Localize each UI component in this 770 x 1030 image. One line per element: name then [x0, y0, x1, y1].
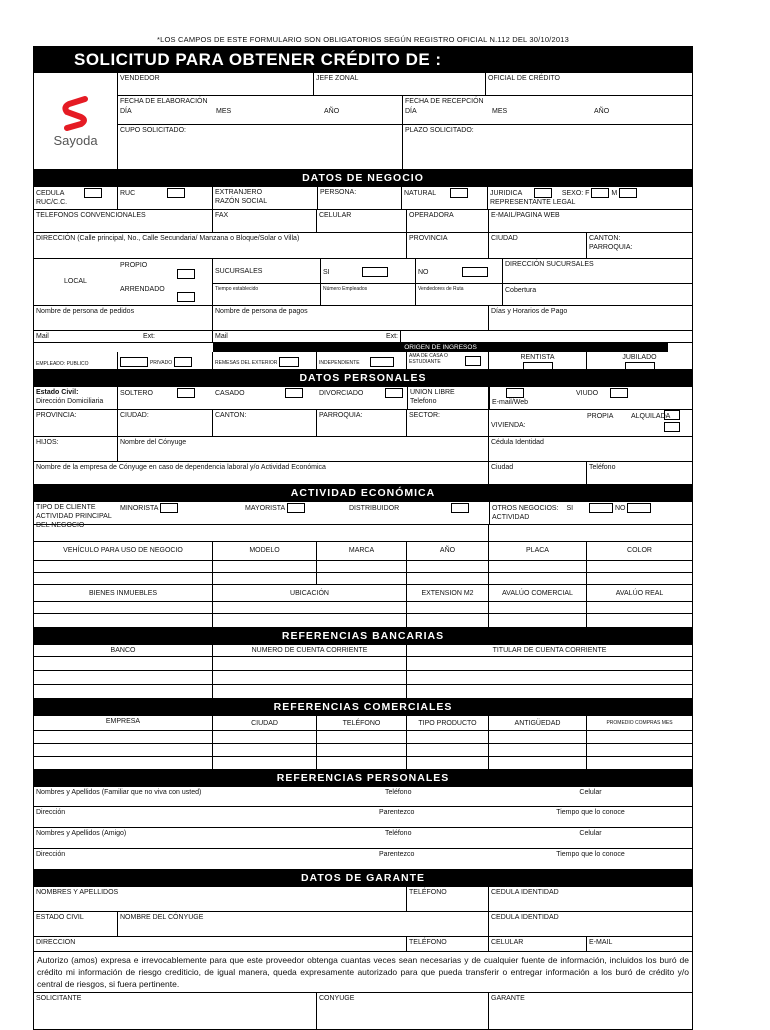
- amigo-telefono-field[interactable]: Teléfono: [385, 830, 412, 837]
- ubicacion-row: [34, 410, 692, 437]
- privado-label: PRIVADO: [149, 359, 173, 366]
- garante-telefono2-field[interactable]: TELÉFONO: [407, 937, 489, 951]
- tiempo-establecido-field[interactable]: Tiempo establecido: [213, 284, 321, 305]
- rentista-label: RENTISTA: [520, 354, 555, 361]
- ciudad-com-header: CIUDAD: [213, 716, 317, 730]
- privado-checkbox[interactable]: [174, 357, 192, 367]
- tipo-cliente-row: [34, 502, 692, 529]
- sucursales-no-label: NO: [418, 268, 429, 276]
- firma-solicitante-field[interactable]: SOLICITANTE: [34, 993, 317, 1029]
- publico-checkbox[interactable]: [120, 357, 148, 367]
- union-libre-label: UNION LIBRE: [410, 389, 455, 396]
- header-block: [34, 73, 692, 170]
- rentista-checkbox[interactable]: [523, 362, 553, 372]
- propio-checkbox[interactable]: [177, 269, 195, 279]
- sucursales-si-checkbox[interactable]: [362, 267, 388, 277]
- operadora-field[interactable]: OPERADORA: [407, 210, 489, 232]
- otros-si-checkbox[interactable]: [589, 503, 613, 513]
- casado-label: CASADO: [215, 389, 245, 397]
- garante-direccion-field[interactable]: DIRECCION: [34, 937, 407, 951]
- ubicacion-header: UBICACIÓN: [213, 585, 407, 601]
- otros-no-label: NO: [615, 504, 626, 512]
- independiente-checkbox[interactable]: [370, 357, 394, 367]
- garante-nombres-row: [34, 887, 692, 912]
- email-web-field[interactable]: E-MAIL/PAGINA WEB: [491, 212, 560, 219]
- sucursales-no-checkbox[interactable]: [462, 267, 488, 277]
- mail-row: [34, 331, 692, 343]
- cobertura-field[interactable]: Cobertura: [505, 287, 537, 294]
- familiar-field[interactable]: Nombres y Apellidos (Familiar que no viva con usted): [36, 789, 202, 796]
- casado-checkbox[interactable]: [285, 388, 303, 398]
- amigo-direccion-row: [34, 849, 692, 870]
- ciudad-field[interactable]: CIUDAD: [489, 233, 587, 258]
- garante-telefono-field[interactable]: TELÉFONO: [407, 887, 489, 911]
- amigo-field[interactable]: Nombres y Apellidos (Amigo): [36, 830, 127, 837]
- titular-header: TITULAR DE CUENTA CORRIENTE: [492, 647, 607, 654]
- juridica-label: JURIDICA: [490, 189, 522, 197]
- placa-header: PLACA: [489, 542, 587, 560]
- amigo-celular-field[interactable]: Celular: [579, 830, 602, 837]
- distribuidor-checkbox[interactable]: [451, 503, 469, 513]
- persona-label: PERSONA:: [320, 189, 357, 196]
- mail-pagos-label: Mail: [215, 333, 228, 340]
- amigo-row: [34, 828, 692, 849]
- section-referencias-comerciales: REFERENCIAS COMERCIALES: [34, 699, 692, 716]
- sucursales-label: SUCURSALES: [213, 259, 321, 283]
- bancarias-row[interactable]: [34, 685, 692, 699]
- garante-cedula-conyuge-field[interactable]: CEDULA IDENTIDAD: [491, 914, 559, 921]
- empleado-publico-label: EMPLEADO: PUBLICO: [34, 352, 118, 369]
- celular-field[interactable]: CELULAR: [317, 210, 407, 232]
- canton-label: CANTON:: [589, 235, 621, 242]
- ciudad-personal-field[interactable]: CIUDAD:: [118, 410, 213, 436]
- bienes-row[interactable]: [34, 614, 692, 628]
- cedula-label: CEDULA: [36, 189, 65, 197]
- comerciales-row[interactable]: [34, 731, 692, 744]
- familiar-telefono-field[interactable]: Teléfono: [385, 789, 412, 796]
- provincia-field[interactable]: PROVINCIA: [407, 233, 489, 258]
- ciudad-conyuge-field[interactable]: Ciudad: [489, 462, 587, 484]
- banco-header: BANCO: [34, 645, 213, 656]
- amigo-tiempo-field[interactable]: Tiempo que lo conoce: [556, 851, 625, 858]
- telefono-conyuge-field[interactable]: Teléfono: [589, 464, 616, 471]
- cuenta-header: NUMERO DE CUENTA CORRIENTE: [213, 645, 407, 656]
- rec-anio-field[interactable]: AÑO: [594, 108, 610, 115]
- parroquia-personal-field[interactable]: PARROQUIA:: [317, 410, 407, 436]
- ama-casa-label: AMA DE CASA O ESTUDIANTE: [409, 353, 448, 365]
- jefe-zonal-field[interactable]: JEFE ZONAL: [314, 73, 486, 95]
- bancarias-row[interactable]: [34, 671, 692, 685]
- actividad-label: ACTIVIDAD: [492, 514, 530, 521]
- elab-mes-field[interactable]: MES: [216, 108, 232, 115]
- union-libre-checkbox[interactable]: [506, 388, 524, 398]
- empresa-conyuge-row: [34, 462, 692, 485]
- origen-ingresos-label: ORIGEN DE INGRESOS: [213, 343, 668, 352]
- actividad-principal-label: ACTIVIDAD PRINCIPAL DEL NEGOCIO: [36, 513, 112, 529]
- conyuge-field[interactable]: Nombre del Cónyuge: [118, 437, 489, 461]
- vehiculo-header: VEHÍCULO PARA USO DE NEGOCIO: [34, 542, 213, 560]
- empresa-conyuge-field[interactable]: Nombre de la empresa de Cónyuge en caso de dependencia laboral y/o Actividad Económica: [34, 462, 489, 484]
- origen-row: [34, 352, 692, 370]
- divorciado-label: DIVORCIADO: [319, 389, 364, 397]
- section-referencias-personales: REFERENCIAS PERSONALES: [34, 770, 692, 787]
- bancarias-header-row: [34, 645, 692, 657]
- telefono-com-header: TELÉFONO: [317, 716, 407, 730]
- actividad-fill-row: [34, 525, 692, 542]
- elab-anio-field[interactable]: AÑO: [324, 108, 340, 115]
- amigo-direccion-field[interactable]: Dirección: [36, 851, 66, 858]
- anio-header: AÑO: [407, 542, 489, 560]
- sexo-label: SEXO: F: [561, 189, 590, 197]
- vehiculo-row[interactable]: [34, 573, 692, 585]
- natural-checkbox[interactable]: [450, 188, 468, 198]
- autorizacion-row: [34, 952, 692, 993]
- familiar-row: [34, 787, 692, 807]
- remesas-label: REMESAS DEL EXTERIOR: [215, 359, 278, 366]
- otros-negocios-label: OTROS NEGOCIOS:: [492, 504, 559, 512]
- elab-dia-field[interactable]: DÍA: [120, 108, 132, 115]
- jubilado-label: JUBILADO: [622, 354, 657, 361]
- canton-personal-field[interactable]: CANTON:: [213, 410, 317, 436]
- remesas-checkbox[interactable]: [279, 357, 299, 367]
- otros-no-checkbox[interactable]: [627, 503, 651, 513]
- extension-header: EXTENSION M2: [407, 585, 489, 601]
- bienes-row[interactable]: [34, 602, 692, 614]
- natural-label: NATURAL: [404, 189, 436, 197]
- cupo-field[interactable]: CUPO SOLICITADO:: [118, 125, 403, 169]
- section-datos-negocio: DATOS DE NEGOCIO: [34, 170, 692, 187]
- soltero-checkbox[interactable]: [177, 388, 195, 398]
- provincia-personal-field[interactable]: PROVINCIA:: [34, 410, 118, 436]
- propia-label: PROPIA: [587, 413, 614, 420]
- bienes-header-row: [34, 585, 692, 602]
- mail-pedidos-label: Mail: [36, 333, 49, 340]
- arrendado-label: ARRENDADO: [120, 286, 165, 293]
- rec-dia-field[interactable]: DÍA: [405, 108, 417, 115]
- promedio-compras-header: PROMEDIO COMPRAS MES: [606, 720, 673, 726]
- avaluo-comercial-header: AVALÚO COMERCIAL: [489, 585, 587, 601]
- comerciales-header-row: [34, 716, 692, 731]
- domicilio-label: Dirección Domiciliaria: [36, 398, 104, 405]
- estado-civil-label: Estado Civil:: [36, 389, 79, 396]
- credit-application-form: [33, 46, 693, 1030]
- juridica-checkbox[interactable]: [534, 188, 552, 198]
- garante-direccion-row: [34, 937, 692, 952]
- soltero-label: SOLTERO: [120, 389, 153, 397]
- actividad-principal-field[interactable]: [34, 525, 489, 541]
- empresa-header: EMPRESA: [34, 716, 213, 730]
- logo: [34, 73, 118, 169]
- modelo-header: MODELO: [213, 542, 317, 560]
- contactos-row: [34, 306, 692, 331]
- parroquia-label: PARROQUIA:: [589, 244, 633, 251]
- garante-estado-field[interactable]: ESTADO CIVIL: [34, 912, 118, 936]
- color-header: COLOR: [627, 547, 652, 554]
- sexo-m-label: M: [611, 189, 618, 197]
- direccion-row: [34, 233, 692, 259]
- propia-checkbox[interactable]: [664, 410, 680, 420]
- rec-mes-field[interactable]: MES: [492, 108, 508, 115]
- sexo-f-checkbox[interactable]: [591, 188, 609, 198]
- telefonos-row: [34, 210, 692, 233]
- ext-pagos-label: Ext:: [385, 333, 398, 340]
- garante-celular-field[interactable]: CELULAR: [489, 937, 587, 951]
- dir-sucursales-field[interactable]: DIRECCIÓN SUCURSALES: [505, 261, 594, 268]
- autorizacion-text: Autorizo (amos) expresa e irrevocablemente para que este proveedor obtenga cuantas veces sean necesarias y de cualquier fuente de información, incluidos los buró de crédito mi información de riesgo crediticio, de igual manera, queda expresamente autorizado para que pueda transferir o entregar información a los buró de crédito y/o central de riesgos, si fuera pertinente.: [37, 955, 689, 989]
- persona-pagos-field[interactable]: Nombre de persona de pagos: [213, 306, 489, 330]
- fax-field[interactable]: FAX: [213, 210, 317, 232]
- marca-header: MARCA: [317, 542, 407, 560]
- propio-label: PROPIO: [120, 262, 148, 269]
- numero-empleados-field[interactable]: Número Empleados: [321, 284, 416, 305]
- independiente-label: INDEPENDIENTE: [319, 359, 360, 366]
- distribuidor-label: DISTRIBUIDOR: [349, 504, 400, 512]
- bancarias-row[interactable]: [34, 657, 692, 671]
- viudo-label: VIUDO: [575, 389, 599, 397]
- telefonos-field[interactable]: TELEFONOS CONVENCIONALES: [34, 210, 213, 232]
- garante-cedula-field[interactable]: CEDULA IDENTIDAD: [491, 889, 559, 896]
- sayoda-s-logo-icon: [61, 95, 91, 131]
- garante-nombres-field[interactable]: NOMBRES Y APELLIDOS: [34, 887, 407, 911]
- email-personal-label: E-mail/Web: [492, 399, 529, 406]
- vendedor-field[interactable]: VENDEDOR: [118, 73, 314, 95]
- garante-conyuge-field[interactable]: NOMBRE DEL CÓNYUGE: [118, 912, 489, 936]
- telefono-personal-label: Telefono: [410, 398, 437, 405]
- bienes-header: BIENES INMUEBLES: [34, 585, 213, 601]
- firma-conyuge-field[interactable]: CONYUGE: [317, 993, 489, 1029]
- logo-text: Sayoda: [53, 132, 98, 148]
- antiguedad-header: ANTIGÜEDAD: [489, 716, 587, 730]
- actividad-field[interactable]: [489, 525, 692, 541]
- arrendado-checkbox[interactable]: [177, 292, 195, 302]
- tipo-producto-header: TIPO PRODUCTO: [407, 716, 489, 730]
- estado-civil-row: [34, 387, 692, 410]
- divorciado-checkbox[interactable]: [385, 388, 403, 398]
- viudo-checkbox[interactable]: [610, 388, 628, 398]
- comerciales-row[interactable]: [34, 757, 692, 770]
- local-label: LOCAL: [64, 278, 87, 285]
- vehiculo-row[interactable]: [34, 561, 692, 573]
- extranjero-label: EXTRANJERO: [215, 189, 263, 196]
- comerciales-row[interactable]: [34, 744, 692, 757]
- jubilado-checkbox[interactable]: [625, 362, 655, 372]
- hijos-field[interactable]: HIJOS:: [34, 437, 118, 461]
- vendedores-ruta-field[interactable]: Vendedores de Ruta: [416, 284, 503, 305]
- section-referencias-bancarias: REFERENCIAS BANCARIAS: [34, 628, 692, 645]
- tipo-cliente-label: TIPO DE CLIENTE: [36, 504, 96, 511]
- fecha-recepcion-label: FECHA DE RECEPCIÓN: [405, 98, 484, 105]
- section-datos-personales: DATOS PERSONALES: [34, 370, 692, 387]
- minorista-checkbox[interactable]: [160, 503, 178, 513]
- familiar-celular-field[interactable]: Celular: [579, 789, 602, 796]
- mayorista-label: MAYORISTA: [245, 504, 285, 512]
- garante-email-field[interactable]: E-MAIL: [589, 939, 613, 946]
- ruc-checkbox[interactable]: [167, 188, 185, 198]
- razon-social-label: RAZÓN SOCIAL: [215, 198, 268, 205]
- firma-garante-field[interactable]: GARANTE: [491, 995, 525, 1002]
- cedula-identidad-field[interactable]: Cédula Identidad: [491, 439, 544, 446]
- form-title: SOLICITUD PARA OBTENER CRÉDITO DE :: [34, 47, 692, 73]
- legal-notice: *LOS CAMPOS DE ESTE FORMULARIO SON OBLIGATORIOS SEGÚN REGISTRO OFICIAL N.112 DEL 30/10/2013: [157, 35, 569, 44]
- rucc-label: RUC/C.C.: [36, 199, 68, 206]
- familiar-tiempo-field[interactable]: Tiempo que lo conoce: [556, 809, 625, 816]
- garante-estado-row: [34, 912, 692, 937]
- ruc-label: RUC: [120, 189, 136, 197]
- familiar-direccion-field[interactable]: Dirección: [36, 809, 66, 816]
- amigo-parentezco-field[interactable]: Parentezco: [379, 851, 415, 858]
- identificacion-row: [34, 187, 692, 210]
- hijos-row: [34, 437, 692, 462]
- local-row: [34, 259, 692, 306]
- section-datos-garante: DATOS DE GARANTE: [34, 870, 692, 887]
- cedula-checkbox[interactable]: [84, 188, 102, 198]
- horarios-pago-field[interactable]: Días y Horarios de Pago: [491, 308, 568, 315]
- sexo-m-checkbox[interactable]: [619, 188, 637, 198]
- fecha-elaboracion-label: FECHA DE ELABORACIÓN: [120, 98, 208, 105]
- representante-label: REPRESENTANTE LEGAL: [490, 199, 576, 206]
- vivienda-label: VIVIENDA:: [491, 422, 526, 429]
- section-actividad-economica: ACTIVIDAD ECONÓMICA: [34, 485, 692, 502]
- oficial-credito-field[interactable]: OFICIAL DE CRÉDITO: [488, 75, 560, 82]
- sector-field[interactable]: SECTOR:: [407, 410, 489, 436]
- alquilada-label: ALQUILADA: [631, 413, 671, 420]
- otros-si-label: SI: [566, 504, 574, 512]
- familiar-parentezco-field[interactable]: Parentezco: [379, 809, 415, 816]
- ext-pedidos-label: Ext:: [142, 333, 155, 340]
- plazo-field[interactable]: PLAZO SOLICITADO:: [405, 127, 474, 134]
- avaluo-real-header: AVALÚO REAL: [615, 590, 664, 597]
- direccion-field[interactable]: DIRECCIÓN (Calle principal, No., Calle Secundaria/ Manzana o Bloque/Solar o Villa): [34, 233, 407, 258]
- alquilada-checkbox[interactable]: [664, 422, 680, 432]
- minorista-label: MINORISTA: [120, 504, 158, 512]
- sucursales-si-label: SI: [323, 268, 330, 276]
- familiar-direccion-row: [34, 807, 692, 828]
- mayorista-checkbox[interactable]: [287, 503, 305, 513]
- persona-pedidos-field[interactable]: Nombre de persona de pedidos: [34, 306, 213, 330]
- vehiculo-header-row: [34, 542, 692, 561]
- ama-casa-checkbox[interactable]: [465, 356, 481, 366]
